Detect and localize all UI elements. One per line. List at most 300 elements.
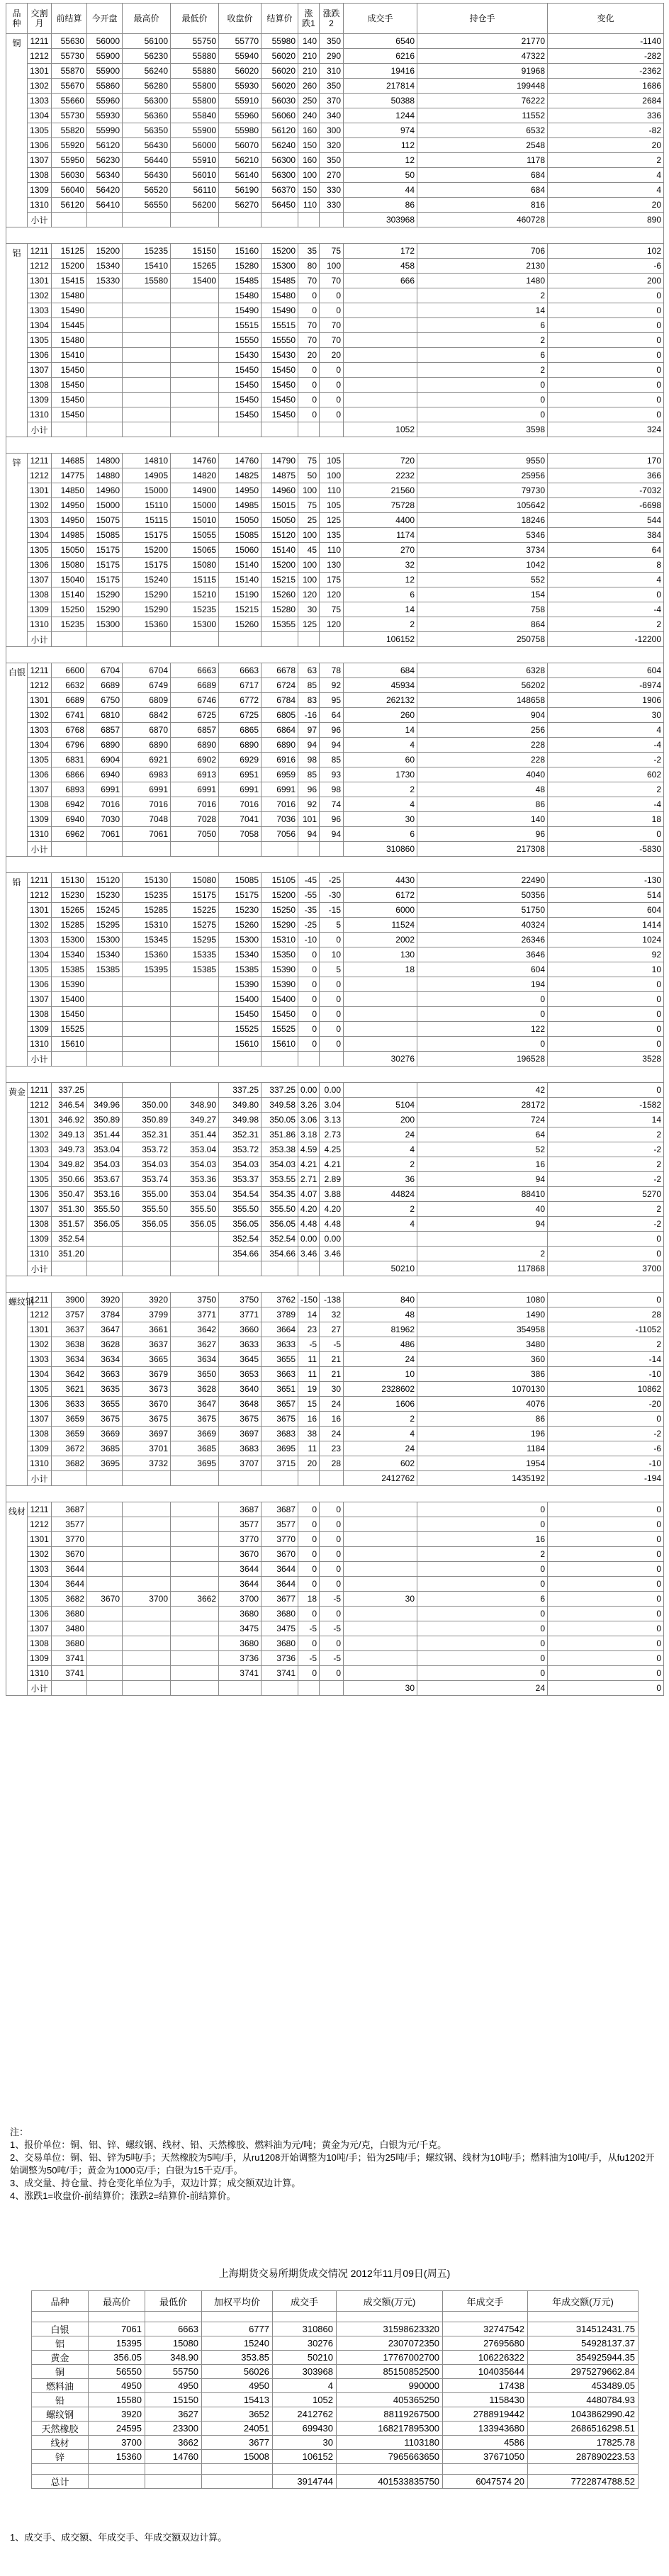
- table-cell: 604: [417, 962, 548, 977]
- delivery-month: 1306: [28, 1607, 52, 1621]
- table-cell: 3653: [219, 1367, 262, 1382]
- table-cell: 360: [417, 1352, 548, 1367]
- delivery-month: 1309: [28, 1232, 52, 1247]
- table-row: [6, 1007, 664, 1022]
- table-cell: 15175: [123, 558, 171, 573]
- delivery-month: 1211: [28, 873, 52, 888]
- table-cell: 15515: [262, 318, 298, 333]
- table-cell: 6962: [52, 827, 87, 842]
- summary-cell: 17767002700: [337, 2351, 443, 2365]
- subtotal-label: 小计: [28, 842, 52, 857]
- table-cell: [344, 1666, 417, 1681]
- table-cell: 210: [298, 64, 320, 79]
- table-cell: 370: [320, 94, 344, 108]
- table-cell: 262132: [344, 693, 417, 708]
- table-cell: 6913: [171, 767, 219, 782]
- table-cell: 15290: [87, 602, 123, 617]
- quote-table-body: [6, 34, 664, 1696]
- summary-commodity: 铜: [32, 2365, 89, 2379]
- table-cell: 0: [320, 407, 344, 422]
- delivery-month: 1307: [28, 1412, 52, 1427]
- delivery-month: 1212: [28, 888, 52, 903]
- table-cell: -138: [320, 1293, 344, 1307]
- delivery-month: 1308: [28, 797, 52, 812]
- table-cell: 1686: [548, 79, 664, 94]
- table-cell: 0: [417, 1621, 548, 1636]
- table-cell: 125: [298, 617, 320, 632]
- delivery-month: 1302: [28, 1127, 52, 1142]
- table-cell: 3.46: [298, 1247, 320, 1261]
- table-cell: 15450: [52, 393, 87, 407]
- table-cell: 56370: [262, 183, 298, 198]
- subtotal-cell: -5830: [548, 842, 664, 857]
- subtotal-cell: 30276: [344, 1052, 417, 1067]
- table-cell: 42: [417, 1083, 548, 1098]
- table-cell: [87, 992, 123, 1007]
- table-cell: 0: [548, 288, 664, 303]
- table-cell: 0: [548, 1007, 664, 1022]
- table-cell: [123, 288, 171, 303]
- table-cell: 15140: [52, 587, 87, 602]
- delivery-month: 1212: [28, 1517, 52, 1532]
- table-cell: 3662: [171, 1592, 219, 1607]
- table-cell: 0: [548, 1037, 664, 1052]
- table-cell: 3670: [262, 1547, 298, 1562]
- table-cell: 840: [344, 1293, 417, 1307]
- delivery-month: 1307: [28, 782, 52, 797]
- table-cell: 56020: [262, 64, 298, 79]
- table-cell: 15300: [219, 933, 262, 947]
- table-row: [6, 1247, 664, 1261]
- summary-commodity: 黄金: [32, 2351, 89, 2365]
- table-cell: 354958: [417, 1322, 548, 1337]
- table-row: [6, 782, 664, 797]
- table-cell: 78: [320, 663, 344, 678]
- summary-row: [32, 2393, 639, 2407]
- table-cell: 3637: [123, 1337, 171, 1352]
- table-cell: 6: [417, 1592, 548, 1607]
- table-cell: 0: [548, 393, 664, 407]
- table-cell: 15000: [123, 483, 171, 498]
- delivery-month: 1307: [28, 992, 52, 1007]
- table-cell: 15385: [219, 962, 262, 977]
- table-cell: -130: [548, 873, 664, 888]
- table-cell: 6809: [123, 693, 171, 708]
- table-cell: 0: [320, 1562, 344, 1577]
- delivery-month: 1308: [28, 1217, 52, 1232]
- table-cell: 0: [417, 1666, 548, 1681]
- table-cell: 4.59: [298, 1142, 320, 1157]
- table-row: [6, 244, 664, 259]
- table-cell: 15300: [87, 617, 123, 632]
- summary-cell: 17825.78: [528, 2436, 639, 2450]
- delivery-month: 1302: [28, 498, 52, 513]
- table-cell: -82: [548, 123, 664, 138]
- table-cell: 14875: [262, 468, 298, 483]
- table-cell: 3644: [219, 1562, 262, 1577]
- table-cell: 354.03: [123, 1157, 171, 1172]
- delivery-month: 1212: [28, 259, 52, 274]
- subtotal-cell: 1435192: [417, 1471, 548, 1486]
- table-cell: 9550: [417, 454, 548, 468]
- delivery-month: 1310: [28, 1666, 52, 1681]
- table-cell: 3784: [87, 1307, 123, 1322]
- table-cell: 55900: [171, 123, 219, 138]
- table-cell: 15060: [219, 543, 262, 558]
- table-cell: 81962: [344, 1322, 417, 1337]
- table-cell: [87, 1037, 123, 1052]
- table-cell: 96: [320, 812, 344, 827]
- summary-cell: 32747542: [443, 2322, 528, 2336]
- header-cell: 结算价: [262, 4, 298, 34]
- table-cell: 2: [344, 617, 417, 632]
- table-cell: 3697: [219, 1427, 262, 1441]
- note-line: 1、报价单位：铜、铝、锌、螺纹钢、线材、铅、天然橡胶、燃料油为元/吨；黄金为元/克，白银为元/千克。: [10, 2139, 447, 2150]
- table-cell: 6890: [123, 738, 171, 753]
- table-row: [6, 1022, 664, 1037]
- delivery-month: 1303: [28, 94, 52, 108]
- table-cell: [171, 1007, 219, 1022]
- table-row: [6, 723, 664, 738]
- table-cell: 15115: [123, 513, 171, 528]
- table-cell: 0: [298, 1022, 320, 1037]
- summary-cell: 1043862990.42: [528, 2407, 639, 2422]
- table-cell: 6929: [219, 753, 262, 767]
- table-cell: 15280: [262, 602, 298, 617]
- table-row: [6, 513, 664, 528]
- table-cell: 48: [417, 782, 548, 797]
- table-cell: 3680: [52, 1607, 87, 1621]
- table-cell: 15450: [262, 363, 298, 378]
- table-cell: 75: [298, 454, 320, 468]
- table-cell: 5346: [417, 528, 548, 543]
- table-cell: 1024: [548, 933, 664, 947]
- table-cell: 96: [320, 723, 344, 738]
- table-cell: 15350: [262, 947, 298, 962]
- table-cell: 3475: [262, 1621, 298, 1636]
- table-cell: 15480: [52, 333, 87, 348]
- table-cell: 0: [548, 1083, 664, 1098]
- table-cell: 6600: [52, 663, 87, 678]
- table-cell: 6172: [344, 888, 417, 903]
- table-row: [6, 873, 664, 888]
- table-cell: [171, 1502, 219, 1517]
- table-cell: 270: [344, 543, 417, 558]
- table-cell: 6216: [344, 49, 417, 64]
- table-cell: 552: [417, 573, 548, 587]
- table-cell: -45: [298, 873, 320, 888]
- table-cell: 0: [417, 1607, 548, 1621]
- table-cell: 25956: [417, 468, 548, 483]
- table-cell: 70: [298, 333, 320, 348]
- table-row: [6, 738, 664, 753]
- table-cell: 15280: [219, 259, 262, 274]
- table-cell: 0: [548, 1022, 664, 1037]
- summary-cell: 55750: [145, 2365, 202, 2379]
- table-cell: -30: [320, 888, 344, 903]
- table-cell: 7030: [87, 812, 123, 827]
- table-cell: 11: [298, 1352, 320, 1367]
- table-cell: 2: [417, 333, 548, 348]
- table-row: [6, 977, 664, 992]
- table-cell: 44824: [344, 1187, 417, 1202]
- delivery-month: 1302: [28, 79, 52, 94]
- table-cell: 11552: [417, 108, 548, 123]
- table-cell: [344, 1607, 417, 1621]
- table-cell: 36: [344, 1172, 417, 1187]
- table-cell: 55910: [171, 153, 219, 168]
- table-cell: 354.66: [262, 1247, 298, 1261]
- table-cell: 228: [417, 738, 548, 753]
- table-row: [6, 1172, 664, 1187]
- table-cell: 86: [344, 198, 417, 213]
- table-cell: 20: [548, 138, 664, 153]
- summary-cell: 1052: [273, 2393, 337, 2407]
- table-cell: [87, 318, 123, 333]
- delivery-month: 1310: [28, 827, 52, 842]
- table-cell: 91968: [417, 64, 548, 79]
- notes-block: [10, 2126, 655, 2203]
- table-row: [6, 1397, 664, 1412]
- table-cell: 3633: [262, 1337, 298, 1352]
- table-row: [6, 918, 664, 933]
- table-cell: 353.36: [171, 1172, 219, 1187]
- table-row: [6, 168, 664, 183]
- table-row: [6, 1502, 664, 1517]
- table-cell: -6: [548, 1441, 664, 1456]
- summary-header-cell: 成交额(万元): [337, 2291, 443, 2312]
- delivery-month: 1303: [28, 1142, 52, 1157]
- table-cell: 18: [298, 1592, 320, 1607]
- table-cell: 0.00: [298, 1083, 320, 1098]
- summary-cell: 7061: [89, 2322, 145, 2336]
- table-cell: [123, 1621, 171, 1636]
- table-cell: 0: [298, 1517, 320, 1532]
- table-cell: [171, 1577, 219, 1592]
- table-cell: [123, 1022, 171, 1037]
- table-cell: 6724: [262, 678, 298, 693]
- subtotal-row: [6, 632, 664, 647]
- table-cell: 15525: [262, 1022, 298, 1037]
- table-row: [6, 947, 664, 962]
- table-cell: 15200: [262, 888, 298, 903]
- table-cell: 7016: [219, 797, 262, 812]
- summary-cell: 356.05: [89, 2351, 145, 2365]
- table-cell: 351.57: [52, 1217, 87, 1232]
- table-cell: 200: [344, 1113, 417, 1127]
- table-cell: [123, 303, 171, 318]
- table-cell: 350.89: [87, 1113, 123, 1127]
- table-cell: 6959: [262, 767, 298, 782]
- summary-header-cell: 成交手: [273, 2291, 337, 2312]
- table-cell: 6893: [52, 782, 87, 797]
- table-cell: 15610: [219, 1037, 262, 1052]
- summary-cell: 31598623320: [337, 2322, 443, 2336]
- table-cell: 3683: [262, 1427, 298, 1441]
- table-cell: 3741: [52, 1651, 87, 1666]
- table-cell: 6717: [219, 678, 262, 693]
- table-cell: 15610: [52, 1037, 87, 1052]
- table-cell: 140: [417, 812, 548, 827]
- subtotal-label: 小计: [28, 1052, 52, 1067]
- table-cell: 20: [548, 198, 664, 213]
- table-cell: 14880: [87, 468, 123, 483]
- table-cell: 3645: [219, 1352, 262, 1367]
- table-cell: 24: [320, 1427, 344, 1441]
- table-cell: 15390: [52, 977, 87, 992]
- table-cell: 23: [320, 1441, 344, 1456]
- table-cell: 1178: [417, 153, 548, 168]
- table-cell: 3.46: [320, 1247, 344, 1261]
- table-cell: 110: [320, 543, 344, 558]
- table-cell: 0: [548, 1621, 664, 1636]
- table-cell: 14775: [52, 468, 87, 483]
- table-cell: 55630: [52, 34, 87, 49]
- table-cell: 0: [320, 1517, 344, 1532]
- table-cell: 110: [298, 198, 320, 213]
- delivery-month: 1211: [28, 1083, 52, 1098]
- table-cell: 350.66: [52, 1172, 87, 1187]
- summary-table-container: [31, 2290, 638, 2489]
- table-cell: 24: [344, 1127, 417, 1142]
- table-cell: 15335: [171, 947, 219, 962]
- table-cell: 3732: [123, 1456, 171, 1471]
- table-cell: 148658: [417, 693, 548, 708]
- summary-row: [32, 2407, 639, 2422]
- table-cell: 0: [548, 827, 664, 842]
- summary-footnote: 1、成交手、成交额、年成交手、年成交额双边计算。: [10, 2532, 227, 2543]
- table-cell: 88410: [417, 1187, 548, 1202]
- delivery-month: 1307: [28, 363, 52, 378]
- table-cell: 75728: [344, 498, 417, 513]
- table-cell: 12: [344, 573, 417, 587]
- table-cell: 6000: [344, 903, 417, 918]
- table-cell: 0: [298, 1007, 320, 1022]
- table-cell: 816: [417, 198, 548, 213]
- table-cell: 6689: [171, 678, 219, 693]
- delivery-month: 1310: [28, 1247, 52, 1261]
- delivery-month: 1303: [28, 513, 52, 528]
- table-cell: 3701: [123, 1441, 171, 1456]
- table-cell: 56420: [87, 183, 123, 198]
- table-cell: 175: [320, 573, 344, 587]
- table-cell: 2: [548, 617, 664, 632]
- table-cell: 15260: [219, 918, 262, 933]
- summary-cell: 15008: [202, 2450, 273, 2464]
- table-cell: 3682: [52, 1592, 87, 1607]
- table-cell: 7056: [262, 827, 298, 842]
- table-cell: 0: [298, 1562, 320, 1577]
- table-cell: [87, 1517, 123, 1532]
- table-row: [6, 1322, 664, 1337]
- table-cell: 3669: [87, 1427, 123, 1441]
- delivery-month: 1305: [28, 1592, 52, 1607]
- table-cell: 3741: [52, 1666, 87, 1681]
- table-cell: 3670: [52, 1547, 87, 1562]
- delivery-month: 1303: [28, 1562, 52, 1577]
- table-cell: 55870: [52, 64, 87, 79]
- table-cell: [344, 363, 417, 378]
- table-cell: 15085: [219, 528, 262, 543]
- table-row: [6, 1607, 664, 1621]
- table-cell: 486: [344, 1337, 417, 1352]
- table-cell: 355.50: [87, 1202, 123, 1217]
- table-cell: 0: [548, 977, 664, 992]
- table-cell: 0: [417, 393, 548, 407]
- table-cell: 351.44: [87, 1127, 123, 1142]
- section-gap: [6, 1276, 664, 1293]
- table-cell: 7016: [171, 797, 219, 812]
- table-cell: [171, 1232, 219, 1247]
- table-cell: 60: [344, 753, 417, 767]
- table-cell: 666: [344, 274, 417, 288]
- table-cell: 15295: [171, 933, 219, 947]
- table-cell: 352.54: [52, 1232, 87, 1247]
- table-cell: 349.73: [52, 1142, 87, 1157]
- table-cell: 6678: [262, 663, 298, 678]
- table-cell: 2002: [344, 933, 417, 947]
- table-row: [6, 617, 664, 632]
- table-cell: 15445: [52, 318, 87, 333]
- table-cell: 0: [320, 1607, 344, 1621]
- table-cell: 56230: [123, 49, 171, 64]
- table-cell: 15360: [123, 617, 171, 632]
- table-cell: 80: [298, 259, 320, 274]
- table-row: [6, 198, 664, 213]
- table-cell: 15200: [52, 259, 87, 274]
- summary-commodity: 螺纹钢: [32, 2407, 89, 2422]
- table-cell: 56520: [123, 183, 171, 198]
- table-cell: 16: [417, 1157, 548, 1172]
- table-cell: 4.21: [298, 1157, 320, 1172]
- table-cell: 3673: [123, 1382, 171, 1397]
- summary-cell: 6777: [202, 2322, 273, 2336]
- delivery-month: 1212: [28, 1307, 52, 1322]
- table-cell: 56120: [87, 138, 123, 153]
- table-cell: 0: [548, 992, 664, 1007]
- table-cell: 2: [548, 1202, 664, 1217]
- table-cell: 28172: [417, 1098, 548, 1113]
- table-cell: 28: [320, 1456, 344, 1471]
- table-cell: 15490: [262, 303, 298, 318]
- summary-cell: 4950: [145, 2379, 202, 2393]
- table-cell: [171, 1666, 219, 1681]
- subtotal-cell: 0: [548, 1681, 664, 1696]
- table-cell: 15290: [123, 587, 171, 602]
- table-cell: 0: [548, 1502, 664, 1517]
- table-cell: 6991: [123, 782, 171, 797]
- summary-cell: 2412762: [273, 2407, 337, 2422]
- table-cell: 15300: [171, 617, 219, 632]
- delivery-month: 1211: [28, 1293, 52, 1307]
- table-cell: 3900: [52, 1293, 87, 1307]
- table-cell: 346.54: [52, 1098, 87, 1113]
- table-cell: 15240: [123, 573, 171, 587]
- delivery-month: 1309: [28, 1441, 52, 1456]
- table-cell: 15125: [52, 244, 87, 259]
- table-cell: 125: [320, 513, 344, 528]
- note-line: 2、交易单位：铜、铝、锌为5吨/手；天然橡胶为5吨/手，从ru1208开始调整为10吨/手；铅为25吨/手；螺纹钢、线材为10吨/手；燃料油为10吨/手，从fu1202开始调整为50吨/手；黄金为1000克/手；白银为15千克/手。: [10, 2152, 655, 2176]
- delivery-month: 1301: [28, 274, 52, 288]
- table-cell: 15200: [123, 543, 171, 558]
- summary-cell: 348.90: [145, 2351, 202, 2365]
- header-cell: 成交手: [344, 4, 417, 34]
- table-cell: 15275: [171, 918, 219, 933]
- table-cell: -5: [298, 1621, 320, 1636]
- header-cell: 最高价: [123, 4, 171, 34]
- summary-cell: 7722874788.52: [528, 2475, 639, 2489]
- summary-row: [32, 2450, 639, 2464]
